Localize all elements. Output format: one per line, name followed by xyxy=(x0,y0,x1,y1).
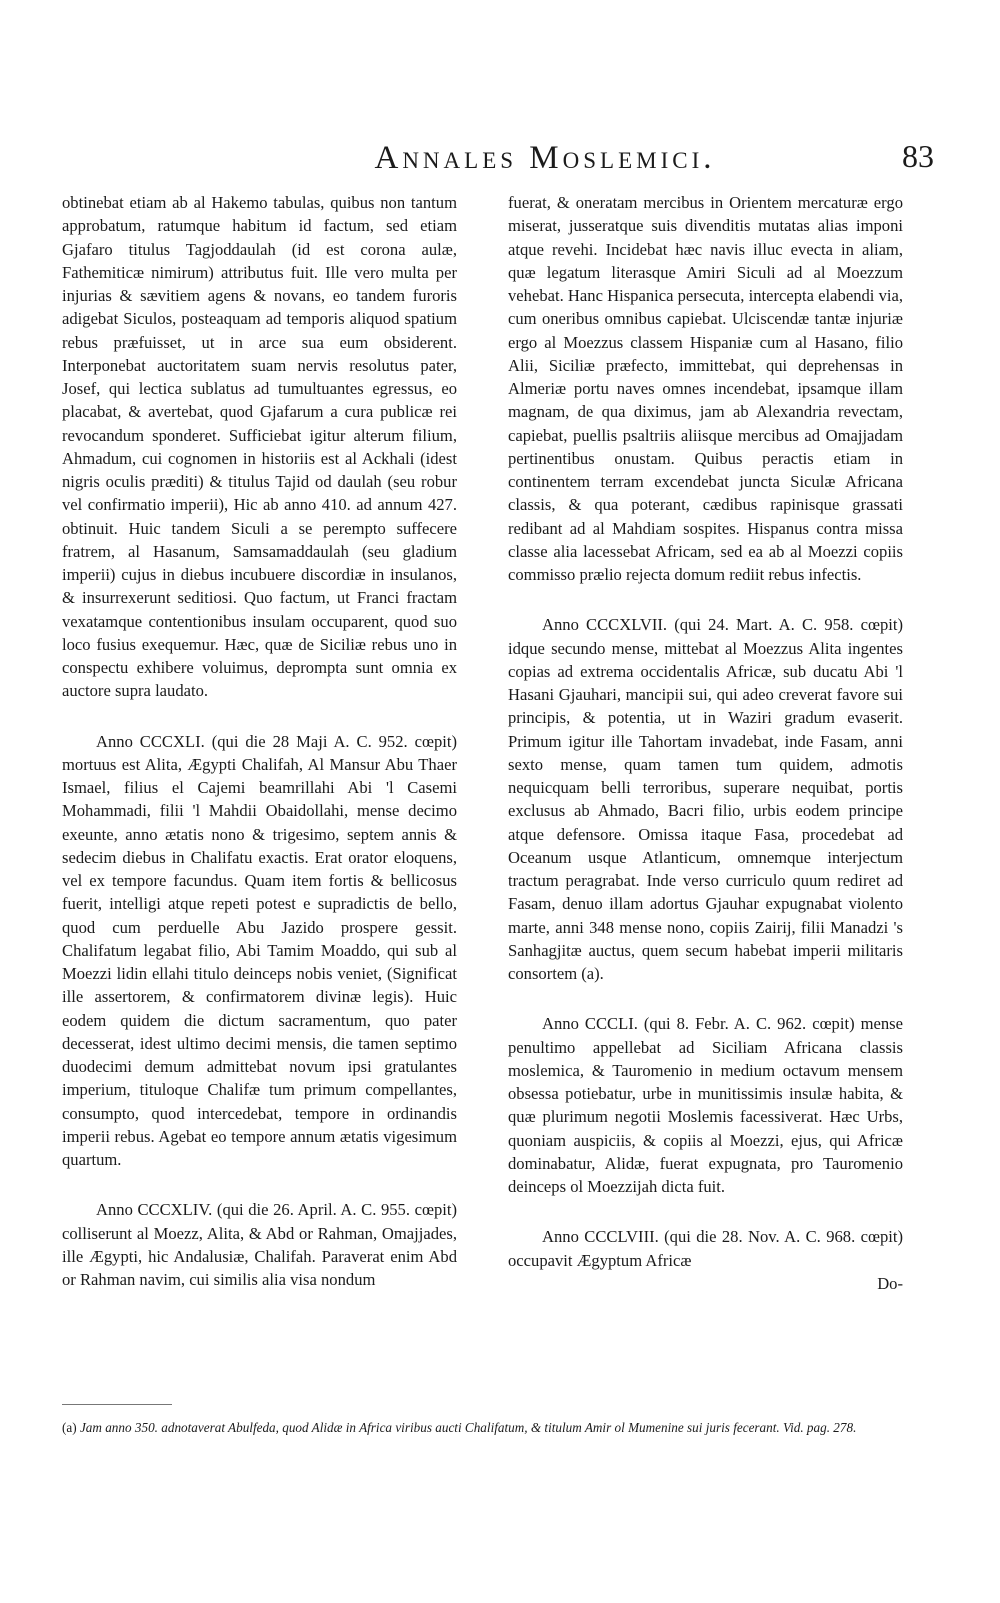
paragraph-anno-351: Anno CCCLI. (qui 8. Febr. A. C. 962. cœpit) mense penultimo appellebat ad Siciliam Africana classis moslemica, & Tauromenio in medium octavum mensem obsessa potiebatur, urbe in munitissimis insulæ habita, & quæ plurimum negotii Moslemis facessiverat. Hæc Urbs, quoniam auspiciis, & copiis al Moezzi, ejus, qui Africæ dominabatur, Alidæ, fuerat expugnata, pro Tauromenio deinceps ol Moezzijah dicta fuit. xyxy=(508,1014,903,1196)
running-title: Annales Moslemici. xyxy=(374,140,716,176)
catchword: Do- xyxy=(877,1273,903,1293)
right-column xyxy=(508,191,903,1295)
footnote-mark: (a) xyxy=(62,1420,77,1435)
left-column xyxy=(62,191,457,1291)
footnote-text: Jam anno 350. adnotaverat Abulfeda, quod Alidæ in Africa viribus aucti Chalifatum, & titulum Amir ol Mumenine sui juris fecerant. Vid. pag. 278. xyxy=(79,1420,857,1435)
footnote-rule xyxy=(62,1404,172,1405)
footnote xyxy=(62,1418,907,1437)
page-header xyxy=(60,136,940,186)
paragraph-anno-344: Anno CCCXLIV. (qui die 26. April. A. C. 955. cœpit) colliserunt al Moezz, Alita, & Abd or Rahman, Omajjades, ille Ægypti, hic Andalusiæ, Chalifah. Paraverat enim Abd or Rahman navim, cui similis alia visa nondum xyxy=(62,1200,457,1289)
paragraph-anno-358: Anno CCCLVIII. (qui die 28. Nov. A. C. 968. cœpit) occupavit Ægyptum Africæ xyxy=(508,1227,903,1270)
paragraph-anno-347: Anno CCCXLVII. (qui 24. Mart. A. C. 958. cœpit) idque secundo mense, mittebat al Moezzus Alita ingentes copias ad extrema occidentalis Africæ, sub ducatu Abi 'l Hasani Gjauhari, mancipii sui, qui adeo creverat favore sui principis, & potentia, ut in Waziri gradum evaserit. Primum igitur ille Tahortam invadebat, inde Fasam, anni sexto mense, quam tamen tum quidem, admotis nequicquam belli terroribus, superare nequibat, portis exclusus ab Ahmado, Bacri filio, urbis eodem principe atque defensore. Omissa itaque Fasa, procedebat ad Oceanum usque Atlanticum, omnemque interjectum tractum peragrabat. Inde verso curriculo quum rediret ad Fasam, denuo illam adortus Gjauhar expugnabat violento marte, anni 348 mense nono, copiis Zairij, filii Manadzi 's Sanhagjitæ auctus, quem secum habebat imperii militaris consortem (a). xyxy=(508,615,903,983)
page-number: 83 xyxy=(902,138,934,174)
paragraph-anno-341: Anno CCCXLI. (qui die 28 Maji A. C. 952. cœpit) mortuus est Alita, Ægypti Chalifah, Al Mansur Abu Thaer Ismael, filius el Cajemi beamrillahi Abi 'l Casemi Mohammadi, filii 'l Mahdii Obaidollahi, mense decimo exeunte, anno ætatis nono & trigesimo, septem annis & sedecim diebus in Chalifatu exactis. Erat orator eloquens, vel ex tempore facundus. Quam item fortis & bellicosus fuerit, intelligi atque repeti potest e supradictis de bello, quod cum perduelle Abu Jazido prospere gessit. Chalifatum legabat filio, Abi Tamim Moaddo, qui sub al Moezzi lidin ellahi titulo deinceps nobis veniet, (Significat ille assertorem, & confirmatorem divinæ legis). Huic eodem quidem die dictum sacramentum, quo pater decesserat, idest ultimo decimi mensis, die tamen septimo duodecimi demum admittebat novum ipsi gratulantes imperium, tituloque Chalifæ tum primum compellantes, consumpto, quod intercedebat, tempore in ordinandis imperii rebus. Agebat eo tempore annum ætatis vigesimum quartum. xyxy=(62,731,457,1169)
paragraph-continuation: obtinebat etiam ab al Hakemo tabulas, quibus non tantum approbatum, ratumque habitum id factum, sed etiam Gjafaro titulus Tagjoddaulah (id est corona aulæ, Fathemiticæ nimirum) attributus fuit. Ille vero multa per injurias & sævitiem agens & novans, eo tandem furoris adigebat Siculos, posteaquam ad temporis aliquod spatium rebus præfuisset, ut in arce sua eum obsiderent. Interponebat auctoritatem suam nervis resolutus pater, Josef, qui lectica sublatus ad tumultuantes egressus, eo placabat, & avertebat, quod Gjafarum a cura publicæ rei revocandum sponderet. Sufficiebat igitur alterum filium, Ahmadum, cui cognomen in historiis est al Ackhali (idest nigris oculis præditi) & titulus Tajid od daulah (seu robur vel confirmatio imperii), Hic ab anno 410. ad annum 427. obtinuit. Huic tandem Siculi a se perempto suffecere fratrem, al Hasanum, Samsamaddaulah (seu gladium imperii) cujus in diebus incubuere discordiæ in insulanos, & insurrexerunt seditiosi. Quo factum, ut Franci fractam vexatamque contentionibus insulam occuparent, quod suo loco fusius exequemur. Hæc, quæ de Siciliæ rebus uno in conspectu exhibere voluimus, deprompta sunt omnia ex auctore supra laudato. xyxy=(62,193,457,701)
paragraph-continuation-right: fuerat, & oneratam mercibus in Orientem mercaturæ ergo miserat, jusseratque suis divenditis mutatas alias imponi atque revehi. Incidebat hæc navis illuc evecta in aliam, quæ legatum literasque Amiri Siculi ad al Moezzum vehebat. Hanc Hispanica persecuta, intercepta elabendi via, cum oneribus omnibus capiebat. Ulciscendæ tantæ injuriæ ergo al Moezzus classem Hispaniæ cum al Hasano, filio Alii, Siciliæ præfecto, immittebat, qui deprehensas in Almeriæ portu naves omnes incendebat, ipsamque illam magnam, de qua diximus, jam ab Alexandria revectam, capiebat, puellis psaltriis aliisque mercibus ad Omajjadam pertinentibus onustam. Quibus peractis etiam in continentem terram excendebat juncta Siculæ Africana classis, & qua poterant, cædibus rapinisque grassati redibant ad al Mahdiam sospites. Hispanus contra missa classe alia lacessebat Africam, sed ea ab al Moezzi copiis commisso prælio rejecta domum rediit rebus infectis. xyxy=(508,193,903,584)
